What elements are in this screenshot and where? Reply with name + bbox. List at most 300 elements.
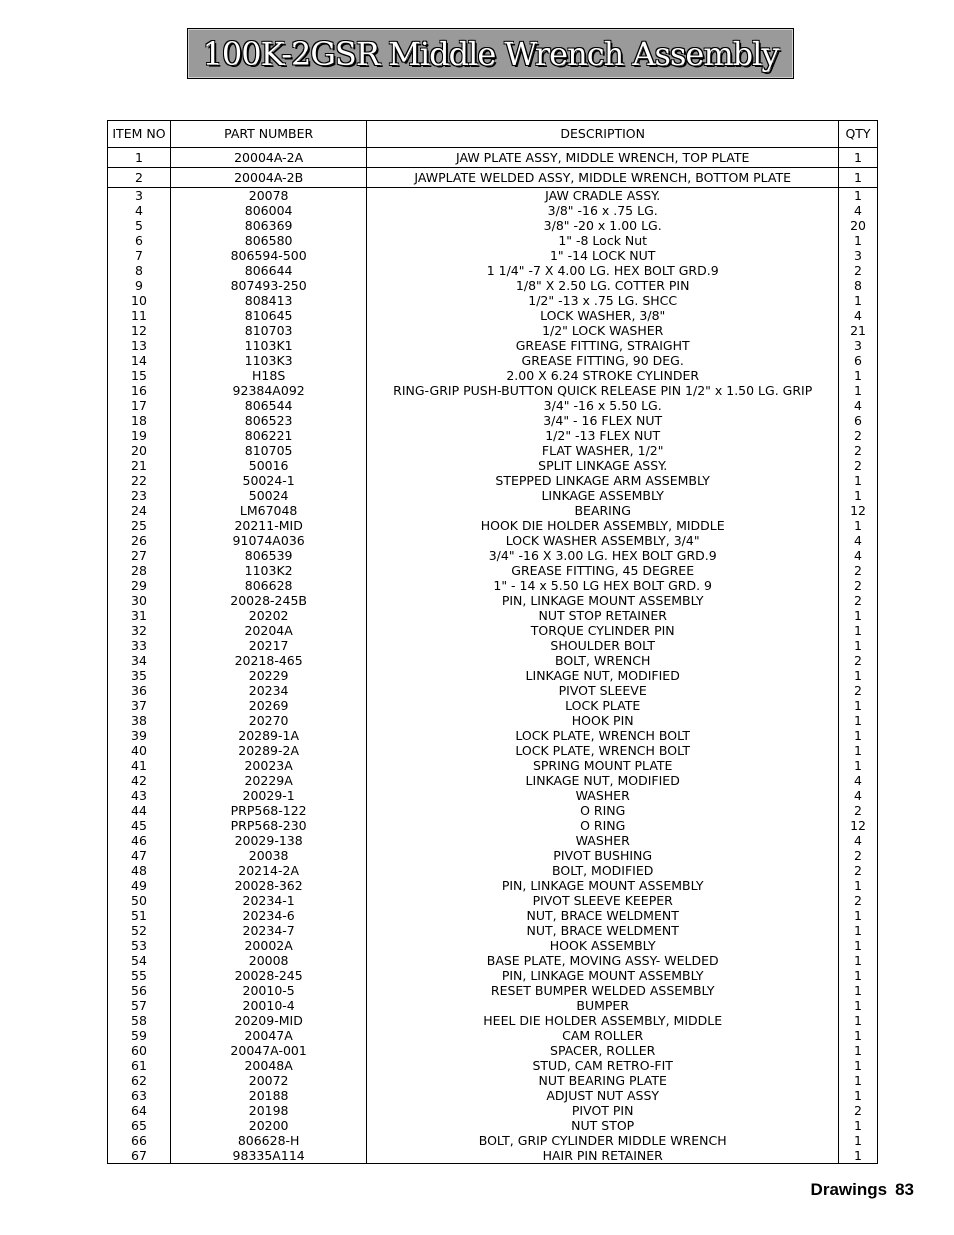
cell-part-number: 1103K1: [170, 338, 366, 353]
cell-part-number: 810645: [170, 308, 366, 323]
cell-description: JAW PLATE ASSY, MIDDLE WRENCH, TOP PLATE: [367, 148, 839, 168]
title-banner: [187, 28, 794, 79]
cell-qty: 2: [839, 593, 878, 608]
cell-item-no: 1: [108, 148, 171, 168]
cell-qty: 6: [839, 413, 878, 428]
table-row: [108, 653, 878, 668]
cell-description: LOCK PLATE, WRENCH BOLT: [367, 743, 839, 758]
cell-description: 3/8" -16 x .75 LG.: [367, 203, 839, 218]
cell-part-number: 20047A: [170, 1028, 366, 1043]
table-row: [108, 728, 878, 743]
cell-part-number: 806221: [170, 428, 366, 443]
cell-part-number: 807493-250: [170, 278, 366, 293]
cell-part-number: PRP568-122: [170, 803, 366, 818]
table-row: [108, 1118, 878, 1133]
table-row: [108, 1088, 878, 1103]
cell-item-no: 6: [108, 233, 171, 248]
table-row: [108, 743, 878, 758]
cell-item-no: 62: [108, 1073, 171, 1088]
cell-item-no: 64: [108, 1103, 171, 1118]
cell-qty: 1: [839, 1073, 878, 1088]
table-row: [108, 203, 878, 218]
table-row: [108, 353, 878, 368]
table-row: [108, 1013, 878, 1028]
cell-part-number: 20028-245B: [170, 593, 366, 608]
cell-qty: 1: [839, 1133, 878, 1148]
cell-part-number: 20289-2A: [170, 743, 366, 758]
table-row: [108, 218, 878, 233]
footer-section: Drawings: [810, 1180, 888, 1199]
cell-qty: 1: [839, 188, 878, 204]
cell-qty: 21: [839, 323, 878, 338]
cell-description: GREASE FITTING, STRAIGHT: [367, 338, 839, 353]
cell-part-number: 20217: [170, 638, 366, 653]
cell-qty: 2: [839, 1103, 878, 1118]
cell-description: SPLIT LINKAGE ASSY.: [367, 458, 839, 473]
cell-description: HAIR PIN RETAINER: [367, 1148, 839, 1164]
cell-item-no: 50: [108, 893, 171, 908]
cell-qty: 3: [839, 338, 878, 353]
cell-item-no: 7: [108, 248, 171, 263]
cell-item-no: 26: [108, 533, 171, 548]
table-row: [108, 488, 878, 503]
cell-qty: 1: [839, 368, 878, 383]
cell-description: WASHER: [367, 788, 839, 803]
cell-item-no: 45: [108, 818, 171, 833]
cell-description: PIVOT PIN: [367, 1103, 839, 1118]
cell-qty: 2: [839, 443, 878, 458]
cell-description: RING-GRIP PUSH-BUTTON QUICK RELEASE PIN 1/2" x 1.50 LG. GRIP: [367, 383, 839, 398]
cell-item-no: 39: [108, 728, 171, 743]
cell-description: 3/8" -20 x 1.00 LG.: [367, 218, 839, 233]
cell-qty: 1: [839, 698, 878, 713]
cell-item-no: 44: [108, 803, 171, 818]
cell-description: BOLT, WRENCH: [367, 653, 839, 668]
cell-description: 2.00 X 6.24 STROKE CYLINDER: [367, 368, 839, 383]
cell-description: 1/2" -13 x .75 LG. SHCC: [367, 293, 839, 308]
cell-part-number: 806628: [170, 578, 366, 593]
table-row: [108, 248, 878, 263]
cell-part-number: 20204A: [170, 623, 366, 638]
cell-qty: 2: [839, 428, 878, 443]
cell-item-no: 12: [108, 323, 171, 338]
header-item-no: ITEM NO: [108, 121, 171, 148]
table-row: [108, 773, 878, 788]
cell-part-number: 50024: [170, 488, 366, 503]
cell-item-no: 19: [108, 428, 171, 443]
header-description: DESCRIPTION: [367, 121, 839, 148]
cell-part-number: 20023A: [170, 758, 366, 773]
table-row: [108, 368, 878, 383]
cell-qty: 1: [839, 518, 878, 533]
table-header-row: [108, 121, 878, 148]
cell-qty: 1: [839, 233, 878, 248]
cell-item-no: 5: [108, 218, 171, 233]
cell-description: CAM ROLLER: [367, 1028, 839, 1043]
cell-part-number: 98335A114: [170, 1148, 366, 1164]
cell-qty: 20: [839, 218, 878, 233]
cell-qty: 1: [839, 608, 878, 623]
cell-description: 1" - 14 x 5.50 LG HEX BOLT GRD. 9: [367, 578, 839, 593]
cell-qty: 4: [839, 833, 878, 848]
table-row: [108, 1148, 878, 1164]
cell-description: PIN, LINKAGE MOUNT ASSEMBLY: [367, 593, 839, 608]
cell-description: 1" -14 LOCK NUT: [367, 248, 839, 263]
cell-description: NUT, BRACE WELDMENT: [367, 923, 839, 938]
cell-description: PIN, LINKAGE MOUNT ASSEMBLY: [367, 968, 839, 983]
cell-part-number: 20229A: [170, 773, 366, 788]
header-qty: QTY: [839, 121, 878, 148]
table-row: [108, 263, 878, 278]
cell-item-no: 61: [108, 1058, 171, 1073]
cell-description: O RING: [367, 818, 839, 833]
cell-item-no: 20: [108, 443, 171, 458]
cell-part-number: 20234: [170, 683, 366, 698]
cell-part-number: 1103K3: [170, 353, 366, 368]
cell-part-number: 810703: [170, 323, 366, 338]
table-row: [108, 443, 878, 458]
cell-item-no: 42: [108, 773, 171, 788]
cell-description: PIVOT SLEEVE KEEPER: [367, 893, 839, 908]
table-row: [108, 233, 878, 248]
cell-part-number: 20289-1A: [170, 728, 366, 743]
cell-part-number: 91074A036: [170, 533, 366, 548]
cell-qty: 4: [839, 203, 878, 218]
cell-item-no: 38: [108, 713, 171, 728]
cell-qty: 1: [839, 713, 878, 728]
table-row: [108, 503, 878, 518]
cell-qty: 12: [839, 818, 878, 833]
cell-description: BOLT, MODIFIED: [367, 863, 839, 878]
cell-part-number: 20029-1: [170, 788, 366, 803]
cell-description: NUT STOP RETAINER: [367, 608, 839, 623]
table-row: [108, 623, 878, 638]
cell-qty: 3: [839, 248, 878, 263]
cell-qty: 2: [839, 863, 878, 878]
cell-qty: 1: [839, 938, 878, 953]
cell-part-number: 20038: [170, 848, 366, 863]
cell-part-number: 20010-5: [170, 983, 366, 998]
cell-description: 3/4" - 16 FLEX NUT: [367, 413, 839, 428]
cell-part-number: 20008: [170, 953, 366, 968]
cell-description: LINKAGE NUT, MODIFIED: [367, 668, 839, 683]
cell-item-no: 58: [108, 1013, 171, 1028]
cell-qty: 1: [839, 728, 878, 743]
cell-item-no: 65: [108, 1118, 171, 1133]
cell-qty: 2: [839, 653, 878, 668]
cell-description: SPACER, ROLLER: [367, 1043, 839, 1058]
cell-qty: 1: [839, 758, 878, 773]
cell-description: LOCK PLATE: [367, 698, 839, 713]
cell-description: O RING: [367, 803, 839, 818]
table-row: [108, 1028, 878, 1043]
table-row: [108, 608, 878, 623]
cell-part-number: LM67048: [170, 503, 366, 518]
cell-item-no: 33: [108, 638, 171, 653]
cell-part-number: 20198: [170, 1103, 366, 1118]
cell-item-no: 51: [108, 908, 171, 923]
cell-description: STEPPED LINKAGE ARM ASSEMBLY: [367, 473, 839, 488]
cell-part-number: 810705: [170, 443, 366, 458]
cell-part-number: 20200: [170, 1118, 366, 1133]
cell-item-no: 41: [108, 758, 171, 773]
table-row: [108, 878, 878, 893]
cell-part-number: 50024-1: [170, 473, 366, 488]
table-row: [108, 863, 878, 878]
cell-qty: 2: [839, 578, 878, 593]
cell-qty: 1: [839, 743, 878, 758]
cell-part-number: 20004A-2B: [170, 168, 366, 188]
cell-description: JAW CRADLE ASSY.: [367, 188, 839, 204]
table-row: [108, 788, 878, 803]
table-row: [108, 803, 878, 818]
cell-item-no: 14: [108, 353, 171, 368]
table-row: [108, 668, 878, 683]
cell-part-number: 20229: [170, 668, 366, 683]
table-row: [108, 938, 878, 953]
cell-qty: 6: [839, 353, 878, 368]
cell-qty: 1: [839, 1043, 878, 1058]
cell-description: 3/4" -16 x 5.50 LG.: [367, 398, 839, 413]
cell-part-number: 20078: [170, 188, 366, 204]
cell-description: LINKAGE NUT, MODIFIED: [367, 773, 839, 788]
cell-item-no: 10: [108, 293, 171, 308]
cell-item-no: 24: [108, 503, 171, 518]
cell-qty: 1: [839, 293, 878, 308]
table-row: [108, 1058, 878, 1073]
cell-description: BUMPER: [367, 998, 839, 1013]
cell-item-no: 9: [108, 278, 171, 293]
cell-description: FLAT WASHER, 1/2": [367, 443, 839, 458]
table-row: [108, 1133, 878, 1148]
cell-qty: 1: [839, 473, 878, 488]
header-part-number: PART NUMBER: [170, 121, 366, 148]
table-row: [108, 548, 878, 563]
cell-part-number: 806544: [170, 398, 366, 413]
table-row: [108, 148, 878, 168]
parts-table-body: [108, 121, 878, 1164]
cell-qty: 1: [839, 148, 878, 168]
cell-part-number: 92384A092: [170, 383, 366, 398]
cell-part-number: 1103K2: [170, 563, 366, 578]
cell-qty: 1: [839, 968, 878, 983]
parts-table: [107, 120, 878, 1164]
cell-part-number: 20029-138: [170, 833, 366, 848]
cell-item-no: 35: [108, 668, 171, 683]
page-footer: [811, 1180, 914, 1200]
cell-item-no: 31: [108, 608, 171, 623]
table-row: [108, 968, 878, 983]
cell-qty: 1: [839, 668, 878, 683]
cell-description: ADJUST NUT ASSY: [367, 1088, 839, 1103]
cell-qty: 1: [839, 1013, 878, 1028]
cell-part-number: 20270: [170, 713, 366, 728]
cell-qty: 2: [839, 563, 878, 578]
cell-qty: 1: [839, 983, 878, 998]
cell-item-no: 4: [108, 203, 171, 218]
cell-item-no: 46: [108, 833, 171, 848]
cell-description: SPRING MOUNT PLATE: [367, 758, 839, 773]
cell-item-no: 49: [108, 878, 171, 893]
cell-description: BASE PLATE, MOVING ASSY- WELDED: [367, 953, 839, 968]
cell-qty: 1: [839, 953, 878, 968]
table-row: [108, 278, 878, 293]
cell-qty: 1: [839, 998, 878, 1013]
table-row: [108, 848, 878, 863]
cell-item-no: 36: [108, 683, 171, 698]
cell-qty: 2: [839, 893, 878, 908]
cell-item-no: 25: [108, 518, 171, 533]
table-row: [108, 398, 878, 413]
cell-item-no: 56: [108, 983, 171, 998]
cell-description: BEARING: [367, 503, 839, 518]
cell-part-number: 20211-MID: [170, 518, 366, 533]
cell-item-no: 48: [108, 863, 171, 878]
cell-description: GREASE FITTING, 45 DEGREE: [367, 563, 839, 578]
cell-qty: 1: [839, 923, 878, 938]
cell-item-no: 23: [108, 488, 171, 503]
cell-qty: 1: [839, 1058, 878, 1073]
cell-item-no: 59: [108, 1028, 171, 1043]
cell-part-number: 20214-2A: [170, 863, 366, 878]
table-row: [108, 308, 878, 323]
cell-item-no: 37: [108, 698, 171, 713]
cell-qty: 1: [839, 878, 878, 893]
cell-qty: 4: [839, 788, 878, 803]
cell-qty: 1: [839, 1028, 878, 1043]
cell-qty: 1: [839, 623, 878, 638]
cell-qty: 2: [839, 803, 878, 818]
cell-part-number: 20234-7: [170, 923, 366, 938]
cell-part-number: 20209-MID: [170, 1013, 366, 1028]
table-row: [108, 563, 878, 578]
cell-qty: 1: [839, 638, 878, 653]
cell-item-no: 21: [108, 458, 171, 473]
table-row: [108, 338, 878, 353]
cell-qty: 4: [839, 398, 878, 413]
cell-item-no: 60: [108, 1043, 171, 1058]
cell-item-no: 40: [108, 743, 171, 758]
cell-item-no: 43: [108, 788, 171, 803]
table-row: [108, 698, 878, 713]
cell-description: NUT BEARING PLATE: [367, 1073, 839, 1088]
cell-qty: 12: [839, 503, 878, 518]
cell-description: JAWPLATE WELDED ASSY, MIDDLE WRENCH, BOTTOM PLATE: [367, 168, 839, 188]
cell-description: RESET BUMPER WELDED ASSEMBLY: [367, 983, 839, 998]
cell-part-number: 806628-H: [170, 1133, 366, 1148]
cell-item-no: 47: [108, 848, 171, 863]
cell-part-number: 806580: [170, 233, 366, 248]
cell-item-no: 63: [108, 1088, 171, 1103]
table-row: [108, 188, 878, 204]
cell-qty: 1: [839, 168, 878, 188]
table-row: [108, 683, 878, 698]
cell-qty: 1: [839, 1148, 878, 1164]
table-row: [108, 893, 878, 908]
cell-item-no: 15: [108, 368, 171, 383]
cell-description: PIVOT BUSHING: [367, 848, 839, 863]
table-row: [108, 593, 878, 608]
cell-item-no: 22: [108, 473, 171, 488]
cell-part-number: 20047A-001: [170, 1043, 366, 1058]
cell-description: 1 1/4" -7 X 4.00 LG. HEX BOLT GRD.9: [367, 263, 839, 278]
cell-item-no: 57: [108, 998, 171, 1013]
cell-part-number: PRP568-230: [170, 818, 366, 833]
table-row: [108, 1103, 878, 1118]
cell-part-number: 20048A: [170, 1058, 366, 1073]
cell-description: BOLT, GRIP CYLINDER MIDDLE WRENCH: [367, 1133, 839, 1148]
cell-part-number: 806369: [170, 218, 366, 233]
table-row: [108, 818, 878, 833]
cell-qty: 1: [839, 1088, 878, 1103]
cell-description: NUT STOP: [367, 1118, 839, 1133]
table-row: [108, 428, 878, 443]
table-row: [108, 383, 878, 398]
cell-description: 1/2" -13 FLEX NUT: [367, 428, 839, 443]
cell-description: SHOULDER BOLT: [367, 638, 839, 653]
cell-part-number: 20028-245: [170, 968, 366, 983]
table-row: [108, 1043, 878, 1058]
cell-item-no: 66: [108, 1133, 171, 1148]
cell-description: LOCK PLATE, WRENCH BOLT: [367, 728, 839, 743]
table-row: [108, 533, 878, 548]
cell-part-number: 806539: [170, 548, 366, 563]
table-row: [108, 998, 878, 1013]
page-number: 83: [895, 1180, 914, 1199]
cell-qty: 4: [839, 533, 878, 548]
cell-description: WASHER: [367, 833, 839, 848]
table-row: [108, 908, 878, 923]
cell-item-no: 54: [108, 953, 171, 968]
cell-qty: 1: [839, 1118, 878, 1133]
cell-part-number: 808413: [170, 293, 366, 308]
cell-item-no: 27: [108, 548, 171, 563]
cell-item-no: 11: [108, 308, 171, 323]
cell-part-number: 50016: [170, 458, 366, 473]
cell-part-number: 20002A: [170, 938, 366, 953]
table-row: [108, 833, 878, 848]
cell-qty: 4: [839, 773, 878, 788]
cell-part-number: 20218-465: [170, 653, 366, 668]
table-row: [108, 473, 878, 488]
table-row: [108, 638, 878, 653]
cell-item-no: 13: [108, 338, 171, 353]
cell-description: 1/2" LOCK WASHER: [367, 323, 839, 338]
cell-description: LOCK WASHER, 3/8": [367, 308, 839, 323]
cell-description: NUT, BRACE WELDMENT: [367, 908, 839, 923]
table-row: [108, 323, 878, 338]
cell-part-number: 806644: [170, 263, 366, 278]
page-title: 100K-2GSR Middle Wrench Assembly: [202, 34, 779, 73]
cell-description: 1" -8 Lock Nut: [367, 233, 839, 248]
table-row: [108, 168, 878, 188]
cell-item-no: 53: [108, 938, 171, 953]
cell-part-number: 20072: [170, 1073, 366, 1088]
cell-part-number: H18S: [170, 368, 366, 383]
cell-item-no: 17: [108, 398, 171, 413]
cell-part-number: 20234-1: [170, 893, 366, 908]
cell-description: LINKAGE ASSEMBLY: [367, 488, 839, 503]
cell-description: PIN, LINKAGE MOUNT ASSEMBLY: [367, 878, 839, 893]
cell-part-number: 20010-4: [170, 998, 366, 1013]
cell-item-no: 52: [108, 923, 171, 938]
table-row: [108, 953, 878, 968]
cell-part-number: 20188: [170, 1088, 366, 1103]
cell-qty: 8: [839, 278, 878, 293]
cell-part-number: 806523: [170, 413, 366, 428]
cell-part-number: 20028-362: [170, 878, 366, 893]
cell-qty: 2: [839, 683, 878, 698]
